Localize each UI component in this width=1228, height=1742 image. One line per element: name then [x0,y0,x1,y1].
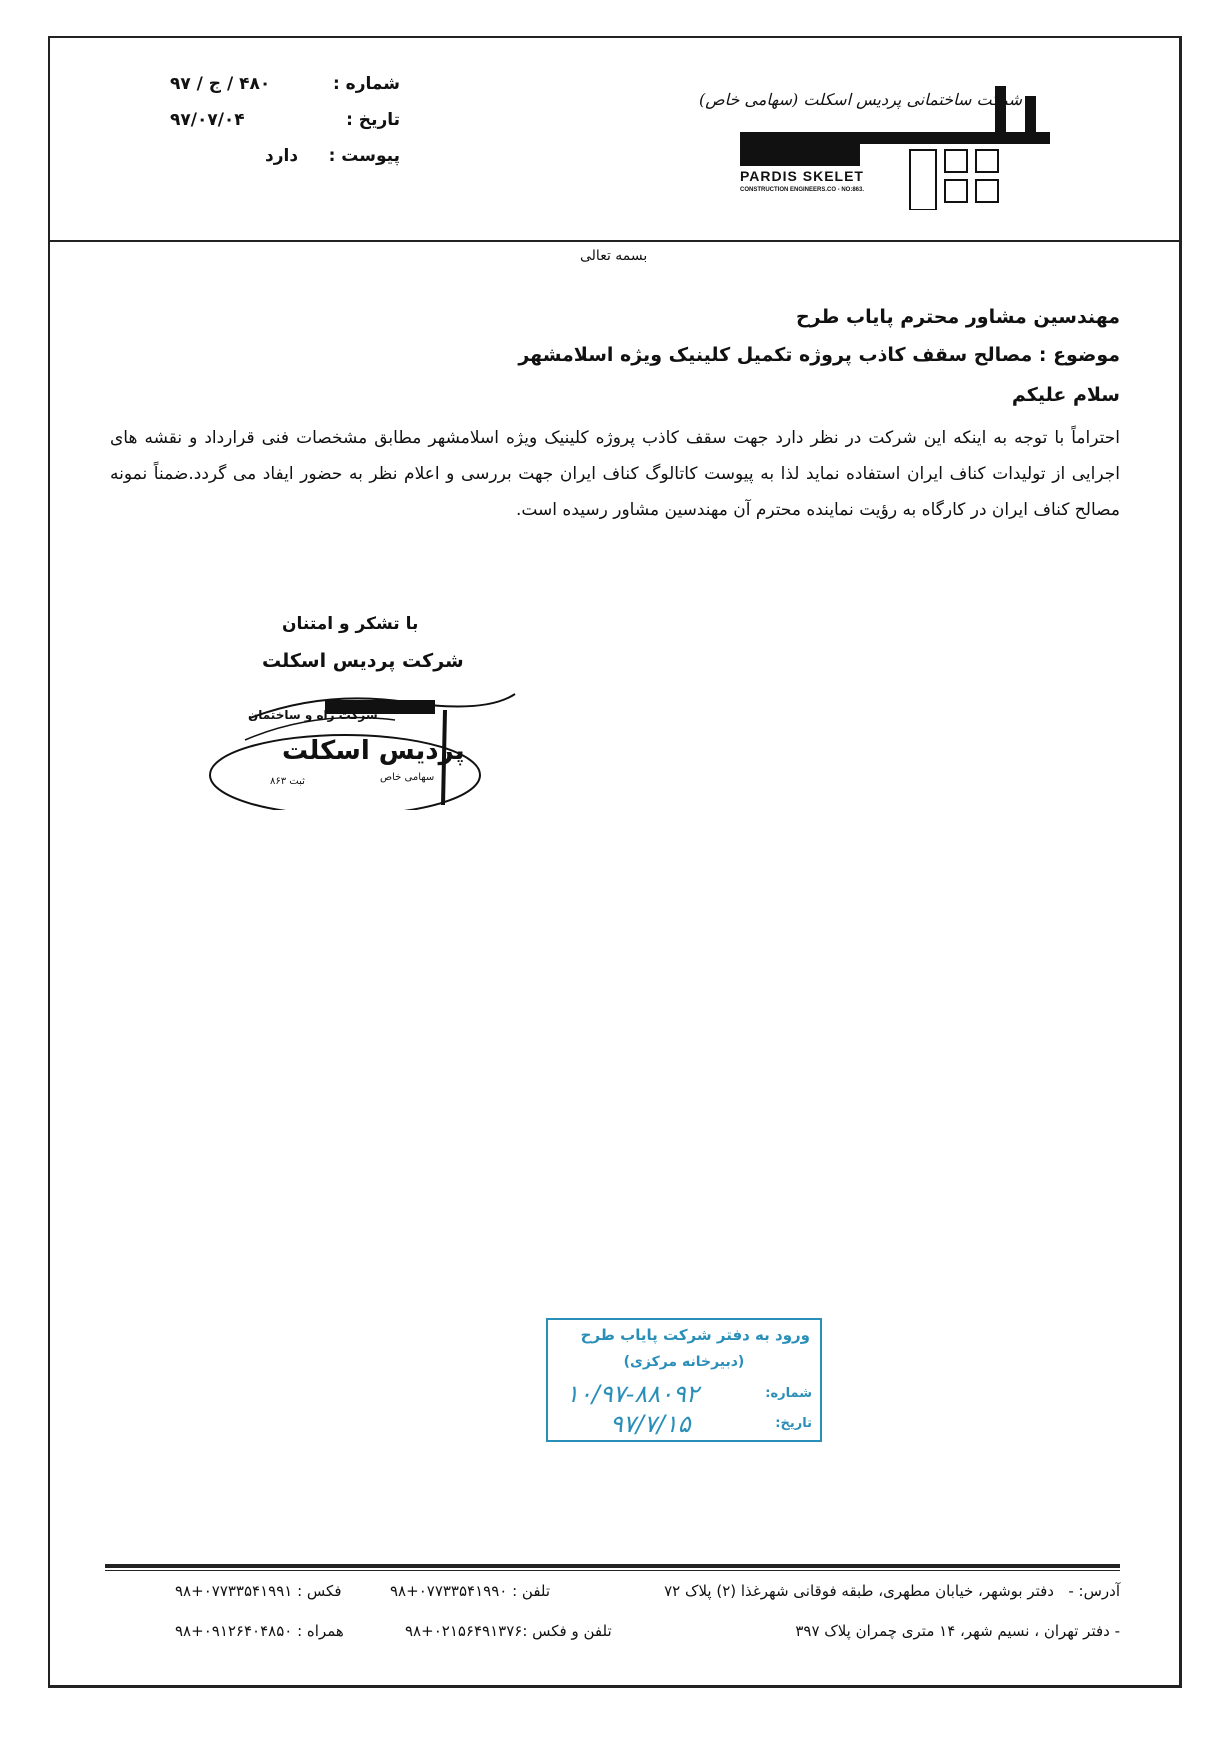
logo-company-name-fa: شرکت ساختمانی پردیس اسکلت (سهامی خاص) [698,90,1022,109]
footer-tehran-mobile: همراه : ۰۹۱۲۶۴۰۴۸۵۰+۹۸ [175,1622,344,1640]
signature-company: شرکت پردیس اسکلت [262,650,464,672]
logo-company-subtitle: CONSTRUCTION ENGINEERS.CO - NO:863. [740,187,865,193]
letter-number-value: ۴۸۰ / ج / ۹۷ [170,74,271,94]
letter-date-label: تاریخ : [346,110,400,130]
letter-body: احتراماً با توجه به اینکه این شرکت در نظر دارد جهت سقف کاذب پروژه کلینیک ویژه اسلامشهر مطابق مشخصات فنی قرارداد و نقشه های اجرایی از تولیدات کناف ایران استفاده نماید لذا به پیوست کاتالوگ کناف ایران جهت بررسی و اعلام نظر به حضور ایفاد می گردد.ضمناً نمونه مصالح کناف ایران در کارگاه به رؤیت نماینده محترم آن مهندسین مشاور رسیده است. [110,428,1120,520]
registration-number-label: شماره: [765,1386,812,1401]
seal-text-registration: ثبت ۸۶۳ [270,776,305,787]
header-divider [48,240,1182,242]
seal-text-main: پردیس اسکلت [282,736,465,766]
footer-bushehr-address: دفتر بوشهر، خیابان مطهری، طبقه فوقانی شهرغذا (۲) پلاک ۷۲ [664,1582,1054,1600]
letter-number-label: شماره : [332,74,400,94]
footer-bushehr-fax: فکس : ۰۷۷۳۳۵۴۱۹۹۱+۹۸ [175,1582,342,1600]
footer-bushehr-phone: تلفن : ۰۷۷۳۳۵۴۱۹۹۰+۹۸ [390,1582,551,1600]
footer-divider-thin [105,1570,1120,1571]
letter-attachment-label: پیوست : [328,146,400,166]
letter-attachment-row [170,146,400,170]
registration-date-label: تاریخ: [775,1416,812,1431]
registration-stamp [546,1318,822,1442]
registration-date-value: ۹۷/۷/۱۵ [610,1410,691,1438]
footer-tehran-phone-fax: تلفن و فکس :۰۲۱۵۶۴۹۱۳۷۶+۹۸ [405,1622,612,1640]
footer-address-label: آدرس: - [1068,1582,1120,1600]
seal-text-type: سهامی خاص [380,772,435,783]
letter-attachment-value: دارد [265,146,299,166]
registration-stamp-subtitle: (دبیرخانه مرکزی) [623,1354,745,1370]
signature-closing: با تشکر و امتنان [282,614,419,634]
footer-tehran-address: - دفتر تهران ، نسیم شهر، ۱۴ متری چمران پلاک ۳۹۷ [795,1622,1120,1640]
logo-company-name-en: PARDIS SKELET [740,168,864,184]
letter-date-value: ۹۷/۰۷/۰۴ [170,110,245,130]
letter-subject: موضوع : مصالح سقف کاذب پروژه تکمیل کلینیک ویژه اسلامشهر [518,344,1120,366]
footer-divider [105,1564,1120,1568]
seal-text-top: شرکت راه و ساختمان [248,708,378,722]
letter-number-row [170,74,400,98]
registration-number-value: ۱۰/۹۷-۸۸۰۹۲ [566,1380,699,1408]
registration-stamp-title: ورود به دفتر شرکت پایاب طرح [580,1326,810,1344]
letter-date-row [170,110,400,134]
company-logo [698,86,1100,210]
greeting: سلام علیکم [1011,384,1120,406]
basmala: بسمه تعالی [580,248,648,264]
addressee: مهندسین مشاور محترم پایاب طرح [795,306,1120,328]
